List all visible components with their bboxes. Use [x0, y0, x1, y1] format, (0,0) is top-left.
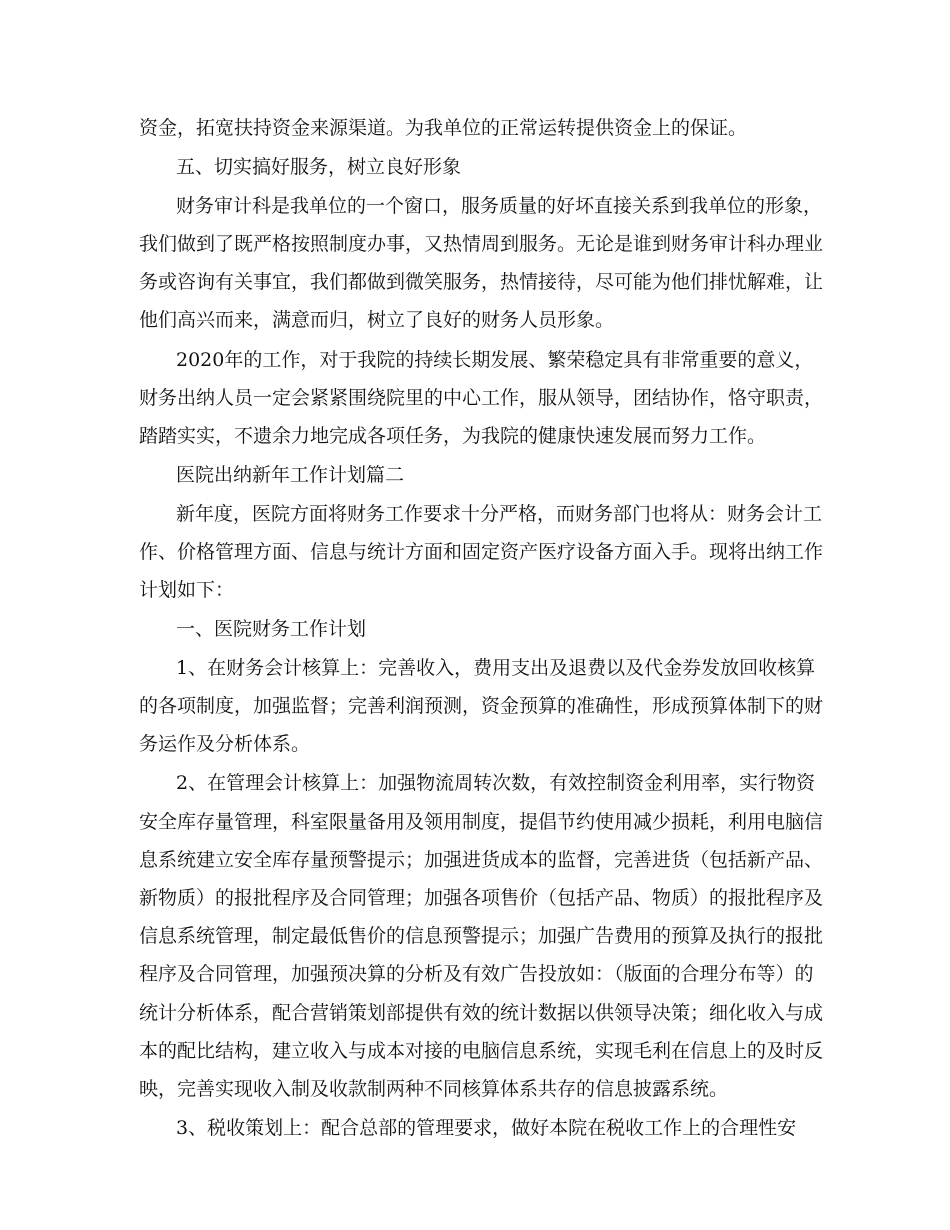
text-line: 2020年的工作，对于我院的持续长期发展、繁荣稳定具有非常重要的意义， — [176, 349, 814, 371]
text-line: 资金，拓宽扶持资金来源渠道。为我单位的正常运转提供资金上的保证。 — [139, 117, 748, 139]
text-line: 财务审计科是我单位的一个窗口，服务质量的好坏直接关系到我单位的形象， — [176, 195, 823, 217]
text-line: 3、税收策划上：配合总部的管理要求，做好本院在税收工作上的合理性安 — [176, 1117, 797, 1139]
text-line: 息系统建立安全库存量预警提示；加强进货成本的监督，完善进货（包括新产品、 — [139, 849, 824, 871]
text-line: 映，完善实现收入制及收款制两种不同核算体系共存的信息披露系统。 — [139, 1078, 729, 1100]
text-line: 2、在管理会计核算上：加强物流周转次数，有效控制资金利用率，实行物资 — [176, 772, 816, 794]
text-line: 程序及合同管理，加强预决算的分析及有效广告投放如：（版面的合理分布等）的 — [139, 963, 814, 985]
text-line: 务或咨询有关事宜，我们都做到微笑服务，热情接待，尽可能为他们排忧解难，让 — [139, 271, 824, 293]
text-line: 踏踏实实，不遗余力地完成各项任务，为我院的健康快速发展而努力工作。 — [139, 425, 767, 447]
text-line: 安全库存量管理，科室限量备用及领用制度，提倡节约使用减少损耗，利用电脑信 — [139, 811, 824, 833]
text-line: 我们做到了既严格按照制度办事，又热情周到服务。无论是谁到财务审计科办理业 — [139, 233, 824, 255]
text-line: 财务出纳人员一定会紧紧围绕院里的中心工作，服从领导，团结协作，恪守职责， — [139, 387, 824, 409]
text-line: 统计分析体系，配合营销策划部提供有效的统计数据以供领导决策；细化收入与成 — [139, 1002, 824, 1024]
text-line: 计划如下： — [139, 579, 235, 601]
text-line: 信息系统管理，制定最低售价的信息预警提示；加强广告费用的预算及执行的报批 — [139, 925, 824, 947]
text-line: 新物质）的报批程序及合同管理；加强各项售价（包括产品、物质）的报批程序及 — [139, 887, 824, 909]
text-line: 作、价格管理方面、信息与统计方面和固定资产医疗设备方面入手。现将出纳工作 — [139, 541, 824, 563]
section-heading: 五、切实搞好服务，树立良好形象 — [176, 156, 462, 178]
text-line: 务运作及分析体系。 — [139, 733, 311, 755]
text-line: 新年度，医院方面将财务工作要求十分严格，而财务部门也将从：财务会计工 — [176, 503, 823, 525]
text-line: 他们高兴而来，满意而归，树立了良好的财务人员形象。 — [139, 309, 615, 331]
section-heading: 医院出纳新年工作计划篇二 — [176, 464, 405, 486]
text-line: 的各项制度，加强监督；完善利润预测，资金预算的准确性，形成预算体制下的财 — [139, 695, 824, 717]
text-line: 本的配比结构，建立收入与成本对接的电脑信息系统，实现毛利在信息上的及时反 — [139, 1040, 824, 1062]
text-line: 1、在财务会计核算上：完善收入，费用支出及退费以及代金券发放回收核算 — [176, 657, 816, 679]
section-heading: 一、医院财务工作计划 — [176, 618, 367, 640]
